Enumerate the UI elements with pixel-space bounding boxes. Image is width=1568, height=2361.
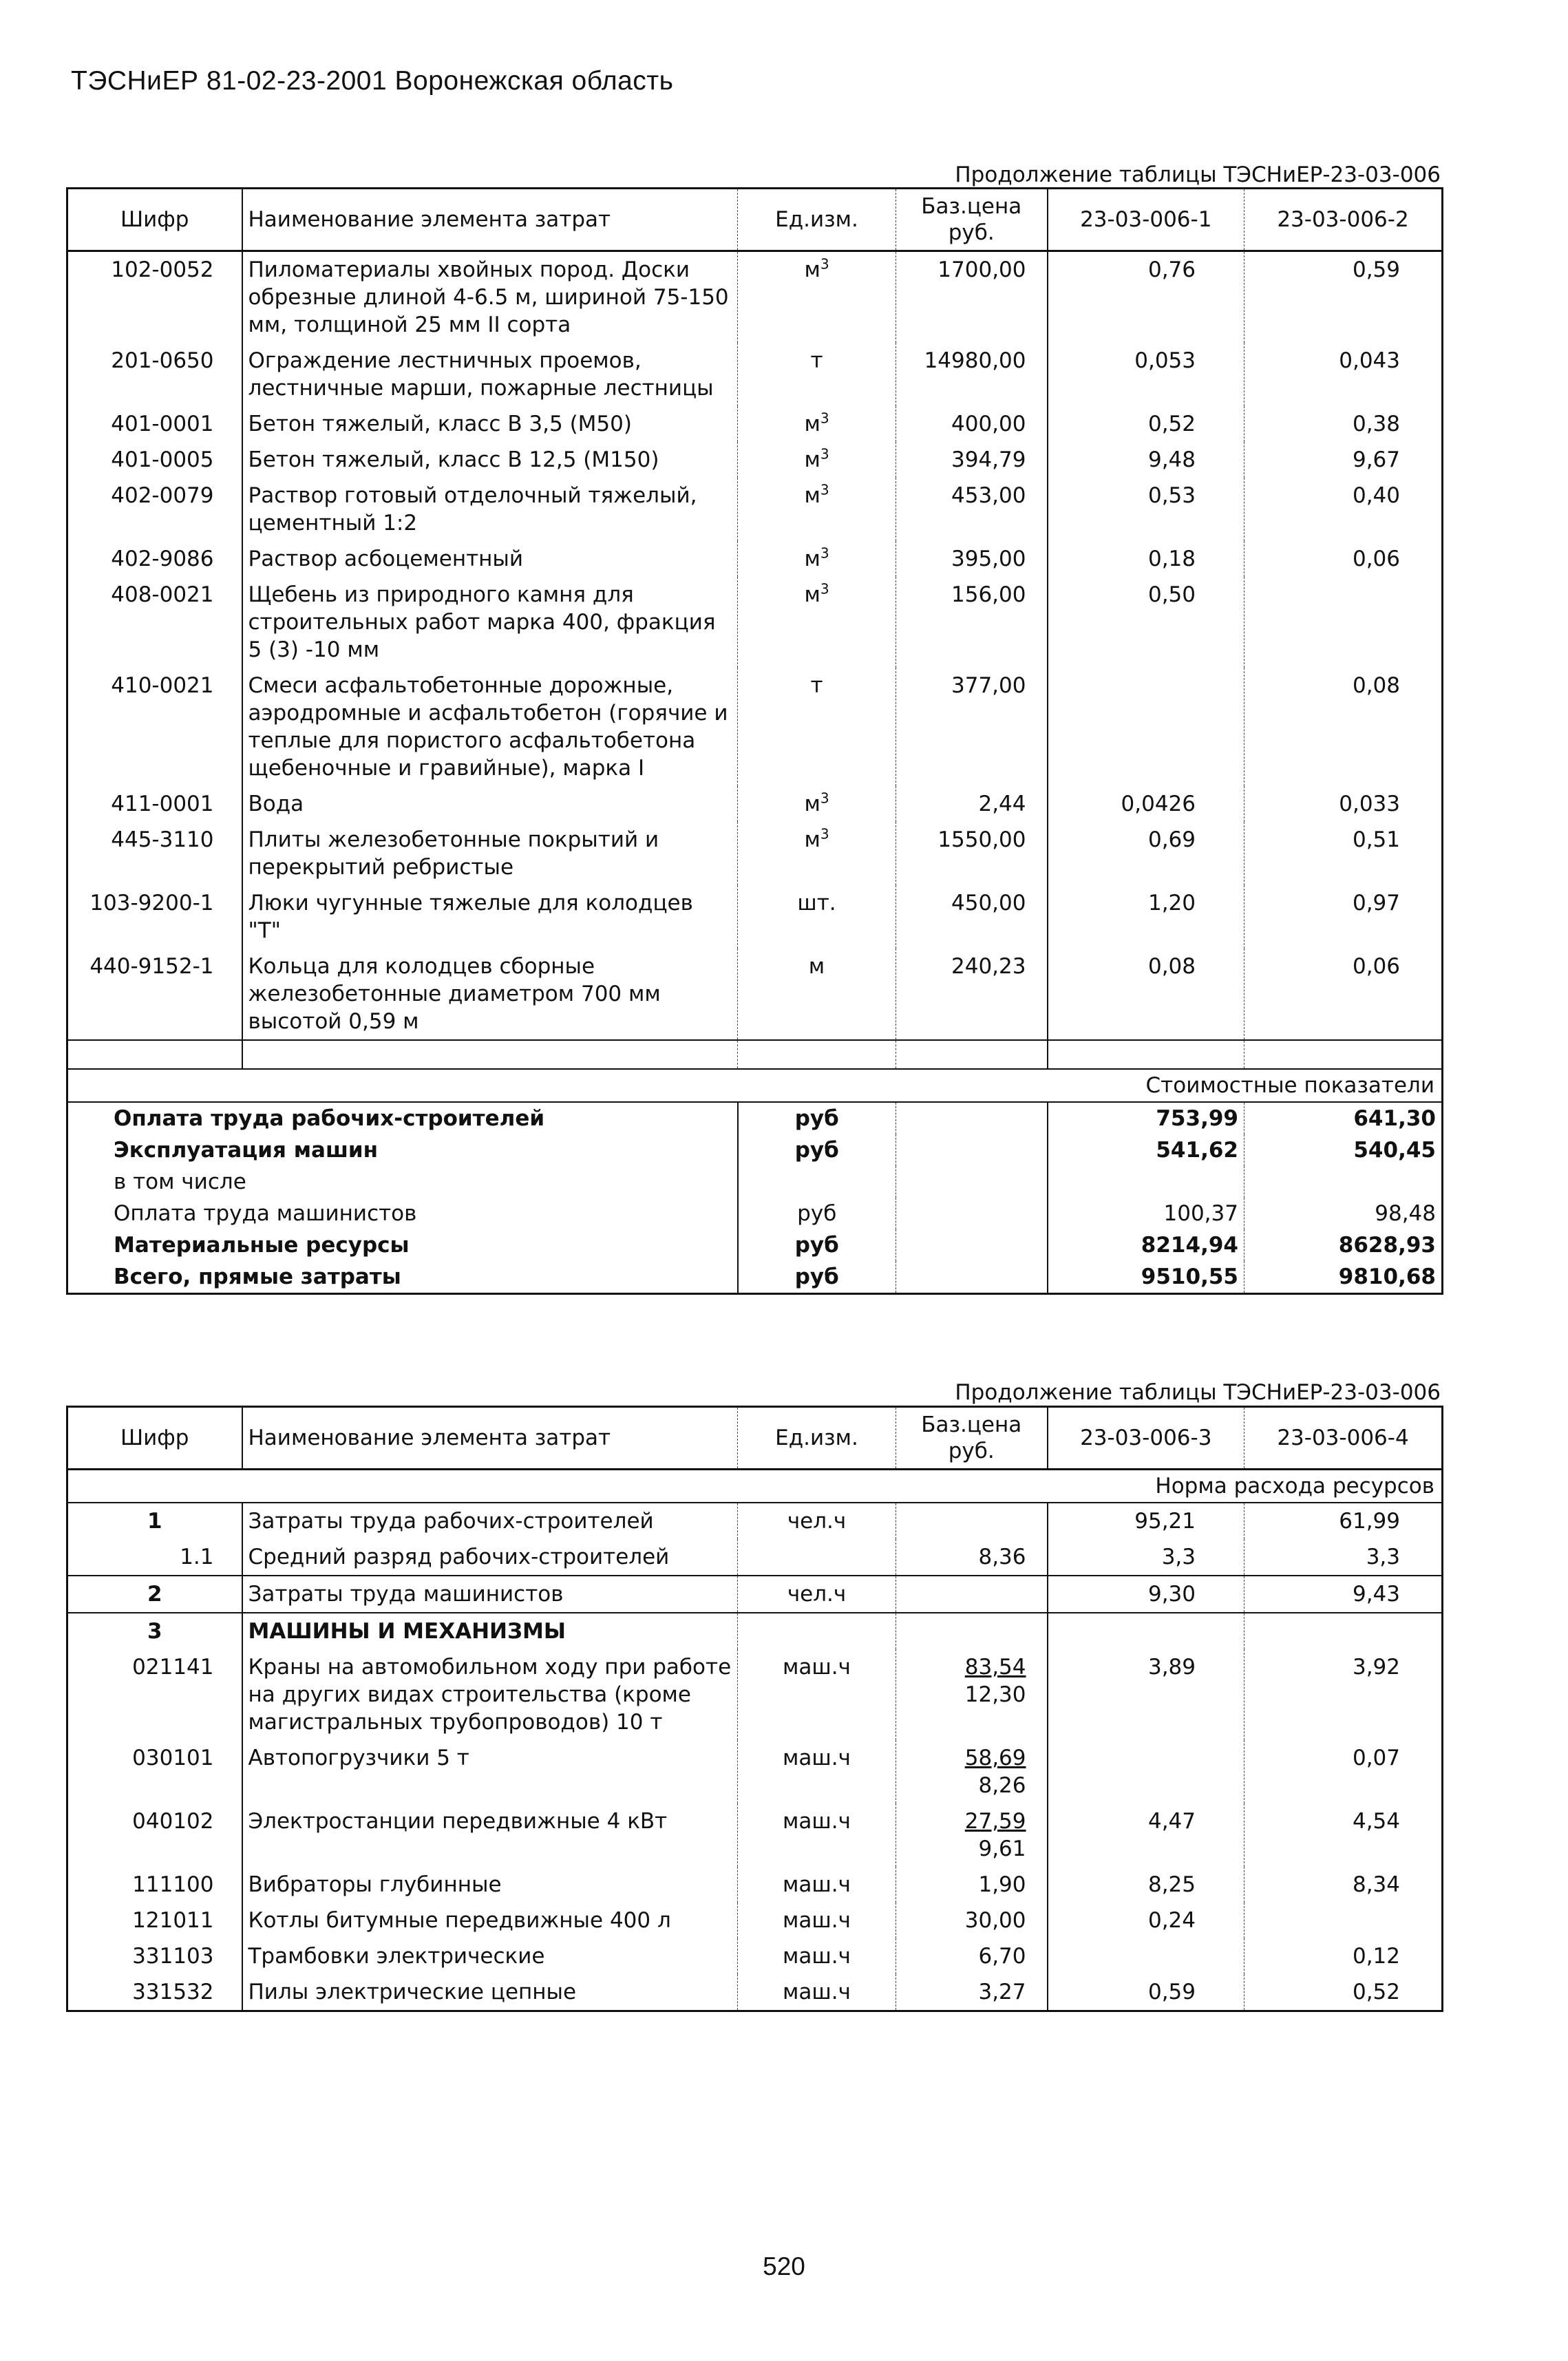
row-value-col2: 0,51	[1352, 827, 1400, 852]
row-price-total: 27,59	[964, 1809, 1026, 1834]
row-value-col1	[1048, 668, 1244, 786]
row-value-col2: 0,59	[1352, 257, 1400, 282]
row-price	[896, 1867, 1048, 1903]
row-unit	[738, 251, 896, 343]
row-price-total: 6,70	[978, 1944, 1026, 1969]
row-price-wage: 8,26	[978, 1773, 1026, 1798]
row-name: Электростанции передвижные 4 кВт	[242, 1803, 738, 1867]
row-code: 3	[67, 1613, 242, 1649]
summary-price	[896, 1261, 1048, 1294]
table-row	[67, 822, 1443, 885]
row-price: 156,00	[896, 577, 1048, 668]
row-price: 240,23	[896, 949, 1048, 1040]
spacer-row	[67, 1040, 1443, 1069]
table-row	[67, 577, 1443, 668]
row-value-col2: 8,34	[1352, 1872, 1400, 1897]
row-name: Раствор асбоцементный	[242, 541, 738, 577]
row-name: Котлы битумные передвижные 400 л	[242, 1903, 738, 1938]
row-code: 1	[67, 1503, 242, 1539]
summary-value-col2: 98,48	[1375, 1201, 1436, 1226]
summary-value-col1	[1048, 1166, 1244, 1198]
row-unit-superscript: 3	[820, 481, 829, 498]
row-price-total: 30,00	[964, 1908, 1026, 1933]
summary-row	[67, 1166, 1443, 1198]
row-unit-superscript: 3	[820, 825, 829, 843]
table-row	[67, 1539, 1443, 1576]
row-price	[896, 1903, 1048, 1938]
row-unit-text: м	[808, 954, 825, 979]
row-price: 2,44	[896, 786, 1048, 822]
row-code: 331532	[67, 1974, 242, 2011]
row-code: 402-9086	[67, 541, 242, 577]
summary-value-col1: 100,37	[1048, 1198, 1244, 1229]
row-name: Автопогрузчики 5 т	[242, 1740, 738, 1803]
row-unit	[738, 1539, 896, 1576]
header-code: Шифр	[67, 1407, 242, 1470]
table1-header-row	[67, 189, 1443, 251]
summary-label: Оплата труда машинистов	[67, 1198, 738, 1229]
row-unit	[738, 885, 896, 949]
table-row	[67, 442, 1443, 478]
row-unit-text: м	[804, 483, 820, 508]
section-label: Стоимостные показатели	[67, 1069, 1443, 1102]
row-value-col1: 0,52	[1048, 406, 1244, 442]
row-value-col1: 9,30	[1048, 1576, 1244, 1613]
row-price: 400,00	[896, 406, 1048, 442]
row-unit-superscript: 3	[820, 580, 829, 597]
row-value-col1: 0,59	[1048, 1974, 1244, 2011]
row-value-col1: 3,89	[1048, 1649, 1244, 1740]
section-label: Норма расхода ресурсов	[67, 1470, 1443, 1503]
row-name: Раствор готовый отделочный тяжелый, цементный 1:2	[242, 478, 738, 541]
row-unit	[738, 406, 896, 442]
row-value-col2: 0,07	[1352, 1746, 1400, 1770]
row-name: Вода	[242, 786, 738, 822]
row-unit-superscript: 3	[820, 255, 829, 273]
row-code: 408-0021	[67, 577, 242, 668]
row-unit	[738, 442, 896, 478]
row-value-col1: 9,48	[1048, 442, 1244, 478]
row-value-col1: 4,47	[1048, 1803, 1244, 1867]
row-price-total: 8,36	[978, 1545, 1026, 1569]
page-title: ТЭСНиЕР 81-02-23-2001 Воронежская область	[71, 66, 674, 96]
summary-value-col1: 541,62	[1048, 1134, 1244, 1166]
row-name: Пиломатериалы хвойных пород. Доски обрезные длиной 4-6.5 м, шириной 75-150 мм, толщиной 25 мм II сорта	[242, 251, 738, 343]
header-unit: Ед.изм.	[738, 1407, 896, 1470]
row-unit-text: м	[804, 582, 820, 607]
summary-value-col2: 9810,68	[1338, 1264, 1436, 1289]
summary-row	[67, 1261, 1443, 1294]
summary-price	[896, 1229, 1048, 1261]
header-col2: 23-03-006-4	[1244, 1407, 1443, 1470]
resource-table-1	[66, 187, 1443, 1295]
row-value-col2: 0,043	[1339, 348, 1400, 373]
row-price	[896, 1649, 1048, 1740]
summary-value-col1: 8214,94	[1048, 1229, 1244, 1261]
header-unit: Ед.изм.	[738, 189, 896, 251]
row-price	[896, 1740, 1048, 1803]
summary-unit: руб	[738, 1134, 896, 1166]
summary-unit: руб	[738, 1102, 896, 1134]
row-unit: маш.ч	[738, 1867, 896, 1903]
row-name: Бетон тяжелый, класс В 12,5 (М150)	[242, 442, 738, 478]
row-unit	[738, 822, 896, 885]
row-name: Ограждение лестничных проемов, лестничные марши, пожарные лестницы	[242, 343, 738, 406]
row-price	[896, 1974, 1048, 2011]
summary-value-col1: 753,99	[1048, 1102, 1244, 1134]
row-value-col1: 8,25	[1048, 1867, 1244, 1903]
row-value-col2: 0,08	[1352, 673, 1400, 698]
row-value-col2: 3,3	[1366, 1545, 1400, 1569]
table-row	[67, 668, 1443, 786]
row-code: 201-0650	[67, 343, 242, 406]
row-unit-text: шт.	[797, 891, 836, 915]
row-value-col2: 61,99	[1339, 1509, 1400, 1534]
row-unit: маш.ч	[738, 1903, 896, 1938]
row-value-col1	[1048, 1740, 1244, 1803]
table1-continuation-caption: Продолжение таблицы ТЭСНиЕР-23-03-006	[955, 162, 1441, 187]
row-name: Краны на автомобильном ходу при работе на других видах строительства (кроме магистральных трубопроводов) 10 т	[242, 1649, 738, 1740]
row-unit-text: м	[804, 827, 820, 852]
row-code: 040102	[67, 1803, 242, 1867]
row-code: 401-0005	[67, 442, 242, 478]
row-code: 1.1	[67, 1539, 242, 1576]
table-row	[67, 1974, 1443, 2011]
row-value-col2: 0,06	[1352, 547, 1400, 571]
table-row	[67, 478, 1443, 541]
row-unit: маш.ч	[738, 1974, 896, 2011]
row-price	[896, 1503, 1048, 1539]
row-value-col1	[1048, 1938, 1244, 1974]
row-code: 331103	[67, 1938, 242, 1974]
summary-value-col2: 540,45	[1353, 1138, 1436, 1163]
row-price-total: 3,27	[978, 1980, 1026, 2004]
row-unit: маш.ч	[738, 1803, 896, 1867]
summary-price	[896, 1166, 1048, 1198]
row-price: 14980,00	[896, 343, 1048, 406]
row-price	[896, 1576, 1048, 1613]
row-value-col2: 0,52	[1352, 1980, 1400, 2004]
summary-label: Материальные ресурсы	[67, 1229, 738, 1261]
row-code: 411-0001	[67, 786, 242, 822]
row-value-col1: 0,053	[1048, 343, 1244, 406]
row-unit-text: т	[810, 348, 823, 373]
row-price	[896, 1938, 1048, 1974]
table-row	[67, 1649, 1443, 1740]
row-unit-text: м	[804, 257, 820, 282]
row-name: Кольца для колодцев сборные железобетонные диаметром 700 мм высотой 0,59 м	[242, 949, 738, 1040]
summary-unit: руб	[738, 1229, 896, 1261]
row-value-col1: 0,50	[1048, 577, 1244, 668]
row-price: 395,00	[896, 541, 1048, 577]
summary-row	[67, 1229, 1443, 1261]
row-unit-superscript: 3	[820, 410, 829, 427]
summary-unit	[738, 1166, 896, 1198]
row-code: 410-0021	[67, 668, 242, 786]
row-name: Плиты железобетонные покрытий и перекрытий ребристые	[242, 822, 738, 885]
row-price-wage: 12,30	[964, 1682, 1026, 1707]
row-value-col2: 0,38	[1352, 412, 1400, 436]
header-name: Наименование элемента затрат	[242, 1407, 738, 1470]
table-row	[67, 885, 1443, 949]
row-unit: чел.ч	[738, 1576, 896, 1613]
row-unit	[738, 949, 896, 1040]
table-row	[67, 1576, 1443, 1613]
row-price: 394,79	[896, 442, 1048, 478]
header-code: Шифр	[67, 189, 242, 251]
row-name: МАШИНЫ И МЕХАНИЗМЫ	[242, 1613, 738, 1649]
row-value-col2: 0,033	[1339, 792, 1400, 816]
row-price	[896, 1803, 1048, 1867]
row-value-col2: 4,54	[1352, 1809, 1400, 1834]
row-name: Пилы электрические цепные	[242, 1974, 738, 2011]
header-price: Баз.цена руб.	[896, 1407, 1048, 1470]
header-col1: 23-03-006-1	[1048, 189, 1244, 251]
row-price-wage: 9,61	[978, 1836, 1026, 1861]
row-unit	[738, 343, 896, 406]
row-value-col1: 0,24	[1048, 1903, 1244, 1938]
row-code: 121011	[67, 1903, 242, 1938]
summary-price	[896, 1102, 1048, 1134]
table-row	[67, 251, 1443, 343]
row-name: Смеси асфальтобетонные дорожные, аэродромные и асфальтобетон (горячие и теплые для пористого асфальтобетона щебеночные и гравийные), марка I	[242, 668, 738, 786]
section-row	[67, 1069, 1443, 1102]
row-name: Вибраторы глубинные	[242, 1867, 738, 1903]
summary-row	[67, 1134, 1443, 1166]
summary-price	[896, 1198, 1048, 1229]
row-unit-text: т	[810, 673, 823, 698]
row-unit: маш.ч	[738, 1938, 896, 1974]
row-price: 453,00	[896, 478, 1048, 541]
row-unit	[738, 541, 896, 577]
table-row	[67, 949, 1443, 1040]
row-unit-text: м	[804, 412, 820, 436]
table-row	[67, 1938, 1443, 1974]
summary-value-col1: 9510,55	[1048, 1261, 1244, 1294]
row-value-col2: 9,67	[1352, 447, 1400, 472]
row-name: Средний разряд рабочих-строителей	[242, 1539, 738, 1576]
row-code: 402-0079	[67, 478, 242, 541]
row-name: Затраты труда рабочих-строителей	[242, 1503, 738, 1539]
row-unit: чел.ч	[738, 1503, 896, 1539]
row-value-col2: 3,92	[1352, 1655, 1400, 1680]
row-value-col2: 0,97	[1352, 891, 1400, 915]
row-code: 103-9200-1	[67, 885, 242, 949]
summary-price	[896, 1134, 1048, 1166]
row-code: 111100	[67, 1867, 242, 1903]
table-row	[67, 1867, 1443, 1903]
summary-label: Оплата труда рабочих-строителей	[67, 1102, 738, 1134]
row-name: Бетон тяжелый, класс В 3,5 (М50)	[242, 406, 738, 442]
summary-label: Всего, прямые затраты	[67, 1261, 738, 1294]
table2-header-row	[67, 1407, 1443, 1470]
table-row	[67, 1613, 1443, 1649]
header-col2: 23-03-006-2	[1244, 189, 1443, 251]
row-code: 2	[67, 1576, 242, 1613]
row-unit-text: м	[804, 547, 820, 571]
page-number: 520	[763, 2252, 805, 2280]
row-unit-superscript: 3	[820, 544, 829, 562]
header-price: Баз.цена руб.	[896, 189, 1048, 251]
row-value-col2	[1244, 1903, 1443, 1938]
summary-value-col2: 641,30	[1353, 1106, 1436, 1131]
row-price-total: 1,90	[978, 1872, 1026, 1897]
row-unit	[738, 1613, 896, 1649]
row-code: 401-0001	[67, 406, 242, 442]
row-price	[896, 1539, 1048, 1576]
row-value-col2: 0,12	[1352, 1944, 1400, 1969]
row-value-col2	[1244, 577, 1443, 668]
row-price	[896, 1613, 1048, 1649]
row-value-col1: 3,3	[1048, 1539, 1244, 1576]
resource-table-2	[66, 1406, 1443, 2012]
row-value-col2: 0,40	[1352, 483, 1400, 508]
row-code: 440-9152-1	[67, 949, 242, 1040]
row-value-col1: 95,21	[1048, 1503, 1244, 1539]
row-price-total: 83,54	[964, 1655, 1026, 1680]
summary-value-col2: 8628,93	[1338, 1233, 1436, 1258]
table-row	[67, 541, 1443, 577]
row-code: 445-3110	[67, 822, 242, 885]
summary-unit: руб	[738, 1261, 896, 1294]
row-value-col1: 0,0426	[1048, 786, 1244, 822]
summary-row	[67, 1198, 1443, 1229]
row-price-total: 58,69	[964, 1746, 1026, 1770]
row-unit: маш.ч	[738, 1649, 896, 1740]
row-value-col1: 0,08	[1048, 949, 1244, 1040]
row-value-col1	[1048, 1613, 1244, 1649]
row-unit	[738, 577, 896, 668]
row-price: 377,00	[896, 668, 1048, 786]
summary-value-col2	[1244, 1166, 1443, 1198]
table-row	[67, 1503, 1443, 1539]
table2-continuation-caption: Продолжение таблицы ТЭСНиЕР-23-03-006	[955, 1380, 1441, 1405]
row-price: 1550,00	[896, 822, 1048, 885]
table-row	[67, 1803, 1443, 1867]
row-unit	[738, 786, 896, 822]
row-unit	[738, 668, 896, 786]
section-row	[67, 1470, 1443, 1503]
row-unit-text: м	[804, 792, 820, 816]
table-row	[67, 1903, 1443, 1938]
row-unit	[738, 478, 896, 541]
row-value-col1: 1,20	[1048, 885, 1244, 949]
row-value-col1: 0,69	[1048, 822, 1244, 885]
summary-unit: руб	[738, 1198, 896, 1229]
table-row	[67, 786, 1443, 822]
summary-label: в том числе	[67, 1166, 738, 1198]
row-name: Люки чугунные тяжелые для колодцев "Т"	[242, 885, 738, 949]
row-value-col1: 0,76	[1048, 251, 1244, 343]
row-name: Щебень из природного камня для строительных работ марка 400, фракция 5 (3) -10 мм	[242, 577, 738, 668]
row-unit-text: м	[804, 447, 820, 472]
header-col1: 23-03-006-3	[1048, 1407, 1244, 1470]
table-row	[67, 343, 1443, 406]
row-code: 021141	[67, 1649, 242, 1740]
row-code: 102-0052	[67, 251, 242, 343]
row-name: Трамбовки электрические	[242, 1938, 738, 1974]
table-row	[67, 406, 1443, 442]
header-name: Наименование элемента затрат	[242, 189, 738, 251]
row-value-col2	[1244, 1613, 1443, 1649]
row-unit-superscript: 3	[820, 790, 829, 807]
row-code: 030101	[67, 1740, 242, 1803]
row-value-col2: 0,06	[1352, 954, 1400, 979]
row-value-col1: 0,53	[1048, 478, 1244, 541]
row-price: 1700,00	[896, 251, 1048, 343]
row-price: 450,00	[896, 885, 1048, 949]
summary-row	[67, 1102, 1443, 1134]
table-row	[67, 1740, 1443, 1803]
summary-label: Эксплуатация машин	[67, 1134, 738, 1166]
row-unit-superscript: 3	[820, 445, 829, 463]
row-name: Затраты труда машинистов	[242, 1576, 738, 1613]
row-value-col2: 9,43	[1244, 1576, 1443, 1613]
row-unit: маш.ч	[738, 1740, 896, 1803]
row-value-col1: 0,18	[1048, 541, 1244, 577]
